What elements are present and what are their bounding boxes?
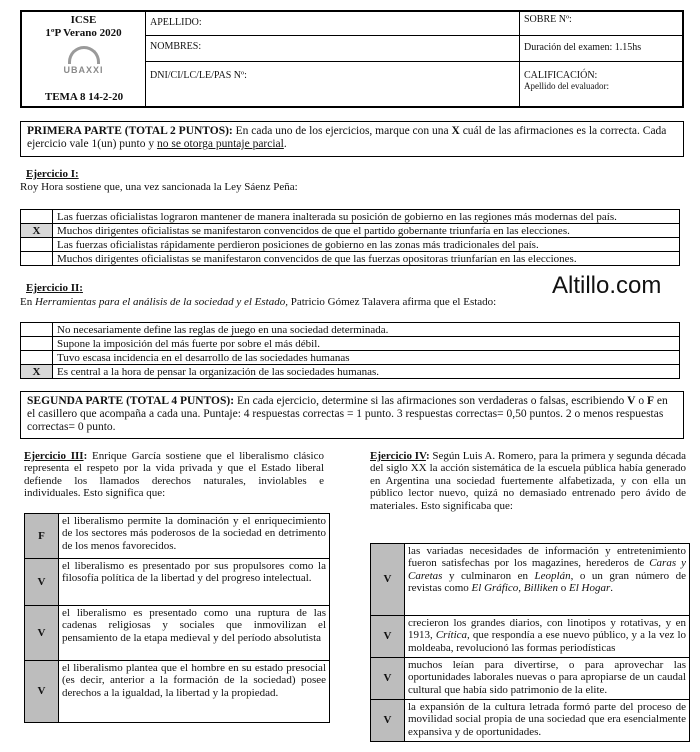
ex2-mark-cell[interactable] [21,337,53,351]
ex2-mark-cell[interactable] [21,351,53,365]
header-student-fields [146,12,520,106]
ex4-stmt-italic: Leoplán [534,569,571,582]
ex2-title-colon: : [79,282,83,294]
ex3-answer-cell[interactable]: V [25,559,59,606]
calificacion-label: CALIFICACIÓN: [524,70,598,81]
ex4-statement: muchos leían para divertirse, o para aprovechar las oportunidades laborales nuevas o para apropiarse de un caudal cultural que había sido patrimonio de la elite. [405,658,690,700]
part2-v: V [627,395,636,407]
ex3-statement: el liberalismo es presentado por sus propulsores como la filosofía política de la libertad y del progreso intelectual. [59,559,330,606]
ex4-stmt-part: o [558,582,570,595]
ex4-stmt-part: , [518,582,524,595]
ex2-option-row[interactable] [21,337,680,351]
ex3-statement: el liberalismo es presentado como una ruptura de las cadenas religiosas y sociales que inmovilizan el pensamiento de la etapa medieval y del período absolutista [59,606,330,661]
ex2-option-row[interactable] [21,323,680,337]
ex4-stmt-part: , que respondía a ese nuevo público, y a la vez lo moldeaba, revolucionó las formas periodísticas [408,629,687,654]
part2-o: o [635,395,647,407]
calificacion-field[interactable] [520,62,682,106]
ex4-stmt-part: . [610,582,614,595]
ex3-tf-table [24,513,330,723]
part1-title: PRIMERA PARTE (TOTAL 2 PUNTOS): [27,125,233,137]
ex4-answer-cell[interactable]: V [371,658,405,700]
ex4-answer-cell[interactable]: V [371,544,405,616]
ex4-stmt-part: y culminaron en [442,569,535,582]
ex4-stmt-part: , o un gran número de revistas como [408,569,687,595]
ex1-title-text: Ejercicio I [26,168,75,180]
ex4-stmt-italic: Crítica [435,629,468,642]
dni-field[interactable]: DNI/CI/LC/LE/PAS Nº: [150,70,247,81]
ex2-stem-pre: En [20,296,35,308]
nombres-field[interactable]: NOMBRES: [146,36,519,62]
ex3-row [25,514,330,559]
institution-name: ICSE [70,14,97,26]
ex1-option-row[interactable] [21,210,680,224]
logo-arc-icon [68,46,100,64]
ex3-row [25,559,330,606]
ex1-mark-cell[interactable] [21,238,53,252]
part2-text1: En cada ejercicio, determine si las afirmaciones son verdaderas o falsas, escribiendo [234,395,628,407]
sobre-field[interactable]: SOBRE Nº: [520,12,682,36]
ex1-options-table [20,209,680,266]
ex4-tf-table [370,543,690,742]
ex3-answer-cell[interactable]: V [25,661,59,723]
ex1-option-text: Las fuerzas oficialistas rápidamente perdieron posiciones de gobierno en las zonas más tradicionales del país. [53,238,680,252]
ex1-option-text: Muchos dirigentes oficialistas se manifestaron convencidos de que las fuerzas opositoras triunfarían en las elecciones. [53,252,680,266]
ex2-option-text: Es central a la hora de pensar la organización de las sociedades humanas. [53,365,680,379]
part2-text2: en el casillero que acompaña a cada una. Puntaje: 4 respuestas correctas = 1 punto. 3 respuestas correctas= 0,50 puntos. 2 o menos respuestas correctas= 0 punto. [27,395,668,433]
ex4-stmt-part: las variadas necesidades de información y entretenimiento fueron satisfechas por los magazines, herederos de [408,545,686,570]
part1-text2: cuál de las afirmaciones es la correcta. Cada ejercicio vale 1(un) punto y [27,125,667,150]
ex1-option-row[interactable] [21,252,680,266]
ex4-statement [405,544,690,616]
part1-end: . [283,138,287,150]
ex2-mark-cell[interactable] [21,323,53,337]
ex4-stmt-italic: Billiken [523,582,559,595]
ex3-statement: el liberalismo plantea que el hombre en su estado presocial (es decir, anterior a la formación de la sociedad) posee derechos a la igualdad, la libertad y la propiedad. [59,661,330,723]
ex4-stmt-italic: El Gráfico [471,582,519,595]
exam-period: 1ºP Verano 2020 [45,27,122,39]
ex1-stem: Roy Hora sostiene que, una vez sancionada la Ley Sáenz Peña: [20,181,298,193]
ex3-title: Ejercicio III [24,450,84,462]
ex2-option-text: Tuvo escasa incidencia en el desarrollo de las sociedades humanas [53,351,680,365]
ex3-stem-text: Enrique García sostiene que el liberalismo clásico representa el respeto por la vida privada y que el Estado liberal defiende los llamados derechos naturales, inviolables e individuales. Esto significa que: [24,450,324,500]
ex4-title: Ejercicio IV [370,450,426,462]
ex2-stem [20,296,496,308]
ex3-row [25,606,330,661]
exam-tema: TEMA 8 14-2-20 [44,91,124,103]
ex2-options-table [20,322,680,379]
duracion-label: Duración del examen: 1.15hs [520,36,682,62]
part1-underlined: no se otorga puntaje parcial [156,138,284,150]
ex2-option-row[interactable] [21,365,680,379]
ex2-option-text: No necesariamente define las reglas de juego en una sociedad determinada. [53,323,680,337]
ex4-answer-cell[interactable]: V [371,700,405,742]
ex4-stmt-italic: Caras y Caretas [408,557,687,582]
ex1-title [26,168,79,180]
ubaxxi-logo [54,46,114,78]
ex1-title-colon: : [74,168,79,180]
ex1-mark-cell[interactable] [21,210,53,224]
ex2-mark-cell[interactable]: X [21,365,53,379]
ex3-stem [24,450,324,500]
ex1-mark-cell[interactable] [21,252,53,266]
part2-f: F [646,395,654,407]
ex1-option-row[interactable] [21,224,680,238]
ex4-answer-cell[interactable]: V [371,616,405,658]
ex4-stmt-italic: El Hogar [569,582,611,595]
ex4-row [371,544,690,616]
ex2-option-text: Supone la imposición del más fuerte por sobre el más débil. [53,337,680,351]
ex3-answer-cell[interactable]: F [25,514,59,559]
ex1-option-text: Las fuerzas oficialistas lograron mantener de manera inalterada su posición de gobierno en las regiones más modernas del país. [53,210,680,224]
ex4-row [371,700,690,742]
ex4-row [371,658,690,700]
part1-instructions [20,121,684,157]
header-institution-cell [22,12,146,106]
ex4-stmt-part: crecieron los grandes diarios, con linotipos y rotativas, y en 1913, [408,617,686,642]
evaluador-label: Apellido del evaluador: [524,81,609,91]
part2-title: SEGUNDA PARTE (TOTAL 4 PUNTOS): [27,395,235,407]
part1-x: X [451,125,460,137]
ex1-mark-cell[interactable]: X [21,224,53,238]
exam-header [20,10,684,108]
ex4-statement: la expansión de la cultura letrada formó parte del proceso de movilidad social propia de una sociedad que era esencialmente expansiva y de oportunidades. [405,700,690,742]
ex2-stem-italic: Herramientas para el análisis de la sociedad y el Estado, [34,296,288,308]
ex3-row [25,661,330,723]
ex2-title-text: Ejercicio II [26,282,80,294]
apellido-field[interactable]: APELLIDO: [146,12,519,36]
part2-instructions [20,391,684,439]
ex3-statement: el liberalismo permite la dominación y el enriquecimiento de los sectores más poderosos de la sociedad en detrimento de los menos favorecidos. [59,514,330,559]
ex4-row [371,616,690,658]
ex2-stem-post: Patricio Gómez Talavera afirma que el Estado: [287,296,497,308]
header-exam-info [520,12,682,106]
ex4-statement [405,616,690,658]
ex1-option-row[interactable] [21,238,680,252]
ex4-stem-text: Según Luis A. Romero, para la primera y segunda década del siglo XX la acción sistemática de la escuela pública había generado en Argentina una sociedad fuertemente alfabetizada, y con ella un público lector nuevo, quizá no demasiado entrenado pero ávido de materiales. Esto significaba que: [370,450,686,512]
part1-text1: En cada uno de los ejercicios, marque con una [232,125,452,137]
ex4-stem [370,450,686,512]
logo-wordmark: UBAXXI [63,65,104,75]
ex3-title-colon: : [83,450,88,462]
altillo-watermark: Altillo.com [552,272,662,299]
ex3-answer-cell[interactable]: V [25,606,59,661]
ex4-title-colon: : [425,450,430,462]
ex1-option-text: Muchos dirigentes oficialistas se manifestaron convencidos de que el partido gobernante triunfaría en las elecciones. [53,224,680,238]
ex2-option-row[interactable] [21,351,680,365]
ex2-title [26,282,83,294]
